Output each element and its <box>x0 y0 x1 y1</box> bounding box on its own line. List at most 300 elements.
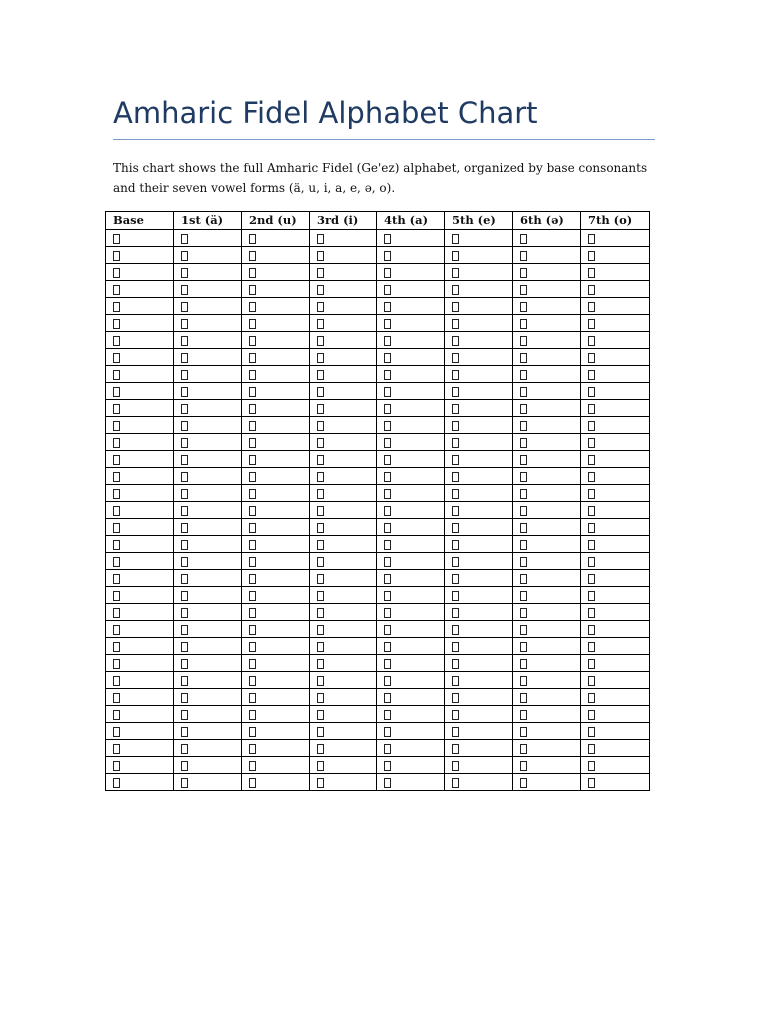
fidel-cell <box>377 264 445 281</box>
fidel-cell <box>513 434 581 451</box>
missing-glyph-box <box>384 659 391 669</box>
missing-glyph-box <box>181 387 188 397</box>
fidel-cell <box>445 400 513 417</box>
missing-glyph-box <box>113 540 120 550</box>
missing-glyph-box <box>249 353 256 363</box>
missing-glyph-box <box>113 404 120 414</box>
fidel-cell <box>174 349 242 366</box>
missing-glyph-box <box>520 557 527 567</box>
fidel-cell <box>242 723 310 740</box>
missing-glyph-box <box>181 421 188 431</box>
missing-glyph-box <box>588 608 595 618</box>
missing-glyph-box <box>384 234 391 244</box>
fidel-cell <box>106 621 174 638</box>
fidel-cell <box>377 434 445 451</box>
fidel-cell <box>513 400 581 417</box>
fidel-cell <box>310 383 377 400</box>
fidel-cell <box>242 366 310 383</box>
fidel-cell <box>310 689 377 706</box>
fidel-cell <box>106 740 174 757</box>
missing-glyph-box <box>317 506 324 516</box>
fidel-cell <box>581 264 650 281</box>
missing-glyph-box <box>181 285 188 295</box>
missing-glyph-box <box>520 608 527 618</box>
missing-glyph-box <box>384 387 391 397</box>
missing-glyph-box <box>249 387 256 397</box>
fidel-cell <box>242 264 310 281</box>
missing-glyph-box <box>249 574 256 584</box>
missing-glyph-box <box>452 336 459 346</box>
missing-glyph-box <box>520 251 527 261</box>
missing-glyph-box <box>113 319 120 329</box>
fidel-cell <box>581 485 650 502</box>
fidel-cell <box>174 281 242 298</box>
fidel-cell <box>310 723 377 740</box>
fidel-cell <box>445 570 513 587</box>
fidel-cell <box>106 247 174 264</box>
missing-glyph-box <box>452 761 459 771</box>
missing-glyph-box <box>181 251 188 261</box>
missing-glyph-box <box>588 727 595 737</box>
fidel-cell <box>174 723 242 740</box>
fidel-cell <box>106 706 174 723</box>
fidel-cell <box>445 502 513 519</box>
fidel-cell <box>106 468 174 485</box>
fidel-cell <box>106 349 174 366</box>
missing-glyph-box <box>249 523 256 533</box>
missing-glyph-box <box>588 523 595 533</box>
fidel-cell <box>310 672 377 689</box>
fidel-cell <box>377 247 445 264</box>
missing-glyph-box <box>317 387 324 397</box>
fidel-cell <box>106 502 174 519</box>
missing-glyph-box <box>452 370 459 380</box>
missing-glyph-box <box>317 642 324 652</box>
missing-glyph-box <box>181 693 188 703</box>
header-6th: 6th (ə) <box>513 212 581 230</box>
missing-glyph-box <box>520 455 527 465</box>
missing-glyph-box <box>249 336 256 346</box>
table-row <box>106 298 650 315</box>
fidel-cell <box>174 621 242 638</box>
fidel-cell <box>377 587 445 604</box>
missing-glyph-box <box>384 353 391 363</box>
missing-glyph-box <box>181 574 188 584</box>
missing-glyph-box <box>113 336 120 346</box>
missing-glyph-box <box>317 404 324 414</box>
missing-glyph-box <box>384 523 391 533</box>
missing-glyph-box <box>520 319 527 329</box>
table-row <box>106 774 650 791</box>
missing-glyph-box <box>317 455 324 465</box>
fidel-cell <box>174 468 242 485</box>
missing-glyph-box <box>317 268 324 278</box>
missing-glyph-box <box>181 506 188 516</box>
fidel-cell <box>242 638 310 655</box>
missing-glyph-box <box>588 404 595 414</box>
missing-glyph-box <box>113 744 120 754</box>
fidel-cell <box>174 264 242 281</box>
missing-glyph-box <box>384 404 391 414</box>
missing-glyph-box <box>113 574 120 584</box>
fidel-cell <box>106 774 174 791</box>
missing-glyph-box <box>384 608 391 618</box>
missing-glyph-box <box>181 302 188 312</box>
fidel-cell <box>310 434 377 451</box>
missing-glyph-box <box>113 659 120 669</box>
fidel-cell <box>242 468 310 485</box>
fidel-cell <box>242 536 310 553</box>
missing-glyph-box <box>384 285 391 295</box>
table-row <box>106 723 650 740</box>
fidel-cell <box>242 553 310 570</box>
fidel-cell <box>377 349 445 366</box>
missing-glyph-box <box>520 472 527 482</box>
missing-glyph-box <box>452 421 459 431</box>
fidel-cell <box>310 451 377 468</box>
missing-glyph-box <box>317 676 324 686</box>
missing-glyph-box <box>249 710 256 720</box>
fidel-cell <box>174 230 242 247</box>
fidel-cell <box>106 383 174 400</box>
fidel-cell <box>106 519 174 536</box>
fidel-cell <box>445 774 513 791</box>
missing-glyph-box <box>588 778 595 788</box>
missing-glyph-box <box>181 523 188 533</box>
fidel-cell <box>174 638 242 655</box>
missing-glyph-box <box>181 659 188 669</box>
fidel-cell <box>310 519 377 536</box>
missing-glyph-box <box>181 540 188 550</box>
missing-glyph-box <box>317 353 324 363</box>
fidel-cell <box>581 230 650 247</box>
fidel-cell <box>242 281 310 298</box>
fidel-cell <box>310 774 377 791</box>
missing-glyph-box <box>520 676 527 686</box>
missing-glyph-box <box>520 574 527 584</box>
fidel-cell <box>377 723 445 740</box>
table-row <box>106 587 650 604</box>
missing-glyph-box <box>249 370 256 380</box>
fidel-cell <box>377 570 445 587</box>
fidel-cell <box>106 570 174 587</box>
fidel-cell <box>377 502 445 519</box>
fidel-cell <box>581 757 650 774</box>
missing-glyph-box <box>113 710 120 720</box>
fidel-cell <box>310 655 377 672</box>
fidel-cell <box>174 485 242 502</box>
fidel-cell <box>174 383 242 400</box>
page-title: Amharic Fidel Alphabet Chart <box>113 96 538 130</box>
fidel-cell <box>445 281 513 298</box>
header-2nd: 2nd (u) <box>242 212 310 230</box>
fidel-cell <box>445 230 513 247</box>
fidel-cell <box>106 689 174 706</box>
fidel-cell <box>242 604 310 621</box>
fidel-cell <box>310 366 377 383</box>
fidel-cell <box>581 519 650 536</box>
missing-glyph-box <box>588 506 595 516</box>
missing-glyph-box <box>520 659 527 669</box>
table-body <box>106 230 650 791</box>
missing-glyph-box <box>317 251 324 261</box>
missing-glyph-box <box>384 336 391 346</box>
fidel-cell <box>242 502 310 519</box>
missing-glyph-box <box>452 302 459 312</box>
fidel-cell <box>242 400 310 417</box>
fidel-cell <box>513 706 581 723</box>
table-row <box>106 621 650 638</box>
fidel-cell <box>513 621 581 638</box>
missing-glyph-box <box>588 438 595 448</box>
table-row <box>106 655 650 672</box>
missing-glyph-box <box>520 523 527 533</box>
fidel-cell <box>445 689 513 706</box>
fidel-cell <box>445 247 513 264</box>
fidel-cell <box>445 621 513 638</box>
table-row <box>106 672 650 689</box>
fidel-cell <box>174 757 242 774</box>
fidel-cell <box>377 485 445 502</box>
missing-glyph-box <box>249 591 256 601</box>
fidel-cell <box>310 468 377 485</box>
missing-glyph-box <box>317 540 324 550</box>
fidel-cell <box>513 519 581 536</box>
fidel-cell <box>445 451 513 468</box>
table-row <box>106 247 650 264</box>
table-row <box>106 740 650 757</box>
missing-glyph-box <box>113 506 120 516</box>
missing-glyph-box <box>317 438 324 448</box>
fidel-cell <box>445 383 513 400</box>
missing-glyph-box <box>452 591 459 601</box>
missing-glyph-box <box>317 608 324 618</box>
fidel-cell <box>513 570 581 587</box>
fidel-cell <box>106 638 174 655</box>
fidel-cell <box>242 672 310 689</box>
table-row <box>106 570 650 587</box>
fidel-cell <box>242 757 310 774</box>
fidel-cell <box>513 672 581 689</box>
missing-glyph-box <box>588 353 595 363</box>
missing-glyph-box <box>181 710 188 720</box>
missing-glyph-box <box>452 268 459 278</box>
table-row <box>106 638 650 655</box>
fidel-cell <box>242 332 310 349</box>
fidel-cell <box>242 740 310 757</box>
fidel-cell <box>174 604 242 621</box>
missing-glyph-box <box>520 744 527 754</box>
missing-glyph-box <box>452 557 459 567</box>
fidel-cell <box>106 298 174 315</box>
missing-glyph-box <box>588 489 595 499</box>
fidel-cell <box>106 230 174 247</box>
missing-glyph-box <box>249 421 256 431</box>
fidel-cell <box>581 366 650 383</box>
missing-glyph-box <box>249 608 256 618</box>
fidel-cell <box>174 774 242 791</box>
missing-glyph-box <box>384 251 391 261</box>
fidel-cell <box>581 638 650 655</box>
missing-glyph-box <box>452 472 459 482</box>
fidel-cell <box>106 757 174 774</box>
fidel-cell <box>445 638 513 655</box>
fidel-cell <box>445 706 513 723</box>
missing-glyph-box <box>113 625 120 635</box>
table-row <box>106 604 650 621</box>
fidel-cell <box>106 672 174 689</box>
fidel-cell <box>445 264 513 281</box>
missing-glyph-box <box>249 625 256 635</box>
fidel-cell <box>310 417 377 434</box>
missing-glyph-box <box>317 472 324 482</box>
missing-glyph-box <box>588 676 595 686</box>
missing-glyph-box <box>249 693 256 703</box>
fidel-cell <box>513 468 581 485</box>
fidel-cell <box>581 536 650 553</box>
fidel-cell <box>106 417 174 434</box>
table-row <box>106 417 650 434</box>
table-row <box>106 468 650 485</box>
fidel-cell <box>581 247 650 264</box>
fidel-cell <box>445 434 513 451</box>
missing-glyph-box <box>384 778 391 788</box>
fidel-cell <box>377 536 445 553</box>
fidel-cell <box>377 706 445 723</box>
fidel-cell <box>242 587 310 604</box>
missing-glyph-box <box>520 336 527 346</box>
missing-glyph-box <box>384 710 391 720</box>
fidel-cell <box>581 604 650 621</box>
missing-glyph-box <box>113 455 120 465</box>
fidel-cell <box>513 383 581 400</box>
fidel-cell <box>581 621 650 638</box>
fidel-cell <box>377 519 445 536</box>
fidel-cell <box>377 553 445 570</box>
missing-glyph-box <box>181 625 188 635</box>
table-row <box>106 383 650 400</box>
missing-glyph-box <box>520 591 527 601</box>
fidel-cell <box>310 502 377 519</box>
missing-glyph-box <box>317 285 324 295</box>
table-row <box>106 689 650 706</box>
fidel-cell <box>174 536 242 553</box>
missing-glyph-box <box>317 234 324 244</box>
missing-glyph-box <box>113 693 120 703</box>
missing-glyph-box <box>452 251 459 261</box>
fidel-cell <box>513 417 581 434</box>
fidel-cell <box>242 434 310 451</box>
table-row <box>106 553 650 570</box>
table-row <box>106 706 650 723</box>
missing-glyph-box <box>520 693 527 703</box>
missing-glyph-box <box>317 370 324 380</box>
missing-glyph-box <box>588 659 595 669</box>
missing-glyph-box <box>588 472 595 482</box>
fidel-cell <box>106 264 174 281</box>
missing-glyph-box <box>249 472 256 482</box>
missing-glyph-box <box>249 455 256 465</box>
fidel-cell <box>513 230 581 247</box>
table-row <box>106 400 650 417</box>
fidel-cell <box>106 400 174 417</box>
fidel-cell <box>106 451 174 468</box>
missing-glyph-box <box>181 234 188 244</box>
fidel-cell <box>310 332 377 349</box>
missing-glyph-box <box>249 251 256 261</box>
header-5th: 5th (e) <box>445 212 513 230</box>
missing-glyph-box <box>249 404 256 414</box>
fidel-cell <box>242 383 310 400</box>
missing-glyph-box <box>588 234 595 244</box>
fidel-cell <box>242 417 310 434</box>
missing-glyph-box <box>384 302 391 312</box>
fidel-cell <box>174 315 242 332</box>
fidel-cell <box>174 434 242 451</box>
missing-glyph-box <box>384 319 391 329</box>
fidel-cell <box>174 519 242 536</box>
table-row <box>106 366 650 383</box>
fidel-cell <box>377 230 445 247</box>
fidel-cell <box>513 264 581 281</box>
missing-glyph-box <box>452 404 459 414</box>
fidel-cell <box>310 400 377 417</box>
fidel-cell <box>513 332 581 349</box>
fidel-cell <box>242 519 310 536</box>
fidel-cell <box>310 264 377 281</box>
missing-glyph-box <box>452 387 459 397</box>
title-divider <box>113 139 655 140</box>
fidel-cell <box>377 281 445 298</box>
missing-glyph-box <box>181 727 188 737</box>
fidel-cell <box>581 570 650 587</box>
missing-glyph-box <box>249 778 256 788</box>
fidel-cell <box>513 757 581 774</box>
fidel-cell <box>310 315 377 332</box>
fidel-cell <box>310 298 377 315</box>
fidel-cell <box>513 723 581 740</box>
fidel-cell <box>106 723 174 740</box>
missing-glyph-box <box>588 591 595 601</box>
fidel-cell <box>377 774 445 791</box>
table-row <box>106 451 650 468</box>
missing-glyph-box <box>588 455 595 465</box>
missing-glyph-box <box>249 319 256 329</box>
fidel-cell <box>513 689 581 706</box>
missing-glyph-box <box>181 642 188 652</box>
fidel-cell <box>513 502 581 519</box>
fidel-cell <box>513 485 581 502</box>
fidel-cell <box>581 434 650 451</box>
missing-glyph-box <box>520 761 527 771</box>
missing-glyph-box <box>181 370 188 380</box>
missing-glyph-box <box>588 370 595 380</box>
fidel-cell <box>513 774 581 791</box>
missing-glyph-box <box>588 421 595 431</box>
fidel-cell <box>377 451 445 468</box>
missing-glyph-box <box>181 268 188 278</box>
fidel-cell <box>377 621 445 638</box>
fidel-cell <box>513 536 581 553</box>
missing-glyph-box <box>181 608 188 618</box>
fidel-cell <box>242 349 310 366</box>
fidel-cell <box>106 587 174 604</box>
missing-glyph-box <box>113 489 120 499</box>
fidel-cell <box>106 536 174 553</box>
fidel-cell <box>310 570 377 587</box>
fidel-cell <box>581 349 650 366</box>
fidel-cell <box>581 468 650 485</box>
